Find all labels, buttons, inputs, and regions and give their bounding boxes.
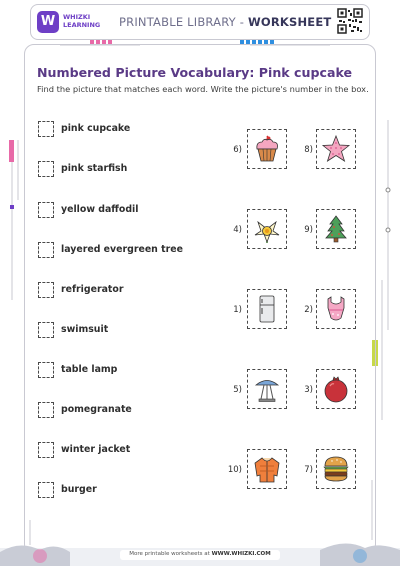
picture-number: 2): [304, 305, 313, 315]
picture-number: 9): [304, 225, 313, 235]
pomegranate-icon: [321, 374, 351, 404]
header-title: [119, 15, 331, 29]
daffodil-icon: [252, 214, 282, 244]
picture-card: [247, 129, 287, 169]
vocab-word: pink cupcake: [61, 123, 131, 134]
header-title-prefix: PRINTABLE LIBRARY -: [119, 15, 248, 29]
vocab-word: winter jacket: [61, 444, 131, 455]
picture-number: 6): [233, 145, 242, 155]
answer-box[interactable]: [38, 202, 54, 218]
whizki-logo-icon: W: [37, 11, 59, 33]
picture-number: 8): [304, 145, 313, 155]
header-title-bold: WORKSHEET: [247, 15, 332, 29]
picture-card: [316, 369, 356, 409]
logo-wordmark: [63, 13, 100, 29]
picture-number: 1): [233, 305, 242, 315]
picture-card: [316, 449, 356, 489]
worksheet-title: Numbered Picture Vocabulary: Pink cupcake: [37, 65, 353, 80]
picture-card: [316, 209, 356, 249]
picture-number: 4): [233, 225, 242, 235]
answer-box[interactable]: [38, 362, 54, 378]
starfish-icon: [321, 134, 351, 164]
picture-number: 5): [233, 385, 242, 395]
picture-card: [247, 209, 287, 249]
winter-jacket-icon: [252, 454, 282, 484]
picture-card: [247, 369, 287, 409]
worksheet-instructions: Find the picture that matches each word. Write the picture's number in the box.: [37, 84, 369, 94]
cupcake-icon: [252, 134, 282, 164]
footer-credit-prefix: More printable worksheets at: [129, 551, 212, 557]
picture-number: 3): [304, 385, 313, 395]
picture-card: [247, 289, 287, 329]
picture-number: 10): [227, 465, 242, 475]
footer-credit: [0, 551, 400, 557]
refrigerator-icon: [252, 294, 282, 324]
answer-box[interactable]: [38, 161, 54, 177]
logo-line-1: WHIZKI: [63, 13, 91, 21]
qr-code-icon: [337, 8, 363, 34]
answer-box[interactable]: [38, 442, 54, 458]
swimsuit-icon: [321, 294, 351, 324]
vocab-word: pomegranate: [61, 404, 132, 415]
vocab-word: pink starfish: [61, 163, 128, 174]
vocab-word: swimsuit: [61, 324, 109, 335]
answer-box[interactable]: [38, 242, 54, 258]
answer-box[interactable]: [38, 121, 54, 137]
picture-number: 7): [304, 465, 313, 475]
vocab-word: burger: [61, 484, 97, 495]
vocab-word: refrigerator: [61, 284, 124, 295]
header-bar: [30, 4, 370, 40]
burger-icon: [321, 454, 351, 484]
evergreen-tree-icon: [321, 214, 351, 244]
answer-box[interactable]: [38, 402, 54, 418]
picture-card: [316, 129, 356, 169]
answer-box[interactable]: [38, 322, 54, 338]
picture-card: [247, 449, 287, 489]
picture-card: [316, 289, 356, 329]
table-lamp-icon: [252, 374, 282, 404]
answer-box[interactable]: [38, 282, 54, 298]
answer-box[interactable]: [38, 482, 54, 498]
footer-site-link[interactable]: WWW.WHIZKI.COM: [211, 551, 271, 557]
logo-line-2: LEARNING: [63, 21, 101, 29]
vocab-word: yellow daffodil: [61, 204, 139, 215]
vocab-word: table lamp: [61, 364, 118, 375]
vocab-word: layered evergreen tree: [61, 244, 183, 255]
